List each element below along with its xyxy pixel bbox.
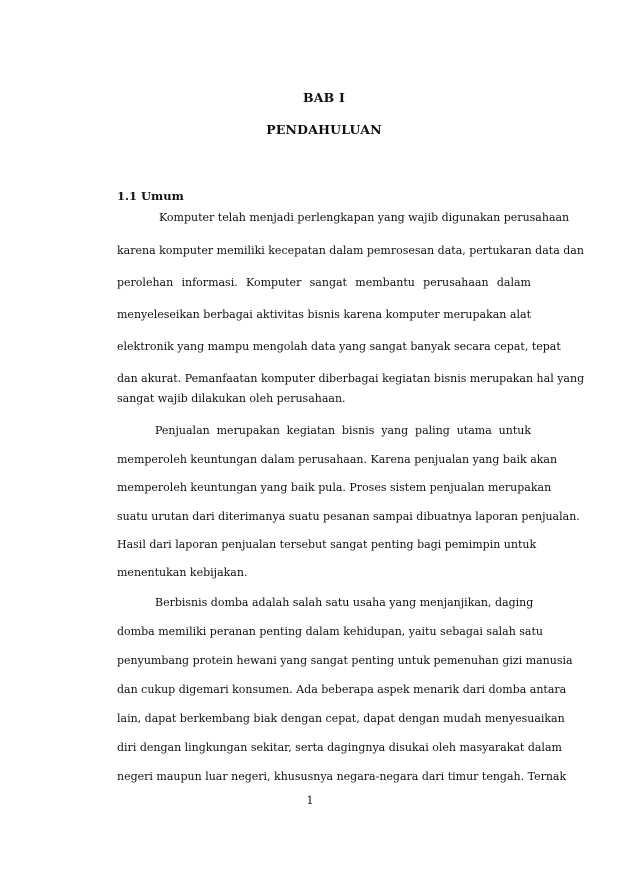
paragraph-line: suatu urutan dari diterimanya suatu pesanan sampai dibuatnya laporan penjualan. <box>117 510 580 523</box>
paragraph-line: memperoleh keuntungan yang baik pula. Proses sistem penjualan merupakan <box>117 481 552 494</box>
paragraph-line: domba memiliki peranan penting dalam kehidupan, yaitu sebagai salah satu <box>117 625 543 638</box>
paragraph-line: elektronik yang mampu mengolah data yang sangat banyak secara cepat, tepat <box>117 340 561 353</box>
paragraph-line: sangat wajib dilakukan oleh perusahaan. <box>117 392 346 405</box>
paragraph-line: Penjualan merupakan kegiatan bisnis yang paling utama untuk <box>155 424 531 437</box>
paragraph-line: Komputer telah menjadi perlengkapan yang wajib digunakan perusahaan <box>159 211 570 224</box>
chapter-number: BAB I <box>302 90 346 105</box>
paragraph-line: karena komputer memiliki kecepatan dalam pemrosesan data, pertukaran data dan <box>117 244 584 257</box>
paragraph-line: menentukan kebijakan. <box>117 566 248 579</box>
paragraph-line: negeri maupun luar negeri, khususnya negara-negara dari timur tengah. Ternak <box>117 770 567 783</box>
paragraph-line: dan akurat. Pemanfaatan komputer diberbagai kegiatan bisnis merupakan hal yang <box>117 372 585 385</box>
paragraph-line: lain, dapat berkembang biak dengan cepat, dapat dengan mudah menyesuaikan <box>117 712 565 725</box>
chapter-title: PENDAHULUAN <box>266 122 382 137</box>
paragraph-line: menyeleseikan berbagai aktivitas bisnis karena komputer merupakan alat <box>117 308 531 321</box>
paragraph-line: penyumbang protein hewani yang sangat penting untuk pemenuhan gizi manusia <box>117 654 573 667</box>
paragraph-line: memperoleh keuntungan dalam perusahaan. Karena penjualan yang baik akan <box>117 453 558 466</box>
paragraph-line: Hasil dari laporan penjualan tersebut sangat penting bagi pemimpin untuk <box>117 538 537 551</box>
paragraph-line: Berbisnis domba adalah salah satu usaha yang menjanjikan, daging <box>155 596 534 609</box>
section-heading: 1.1 Umum <box>117 189 184 203</box>
paragraph-line: dan cukup digemari konsumen. Ada beberapa aspek menarik dari domba antara <box>117 683 567 696</box>
paragraph-line: perolehan informasi. Komputer sangat membantu perusahaan dalam <box>117 276 531 289</box>
page-number: 1 <box>306 794 314 807</box>
paragraph-line: diri dengan lingkungan sekitar, serta dagingnya disukai oleh masyarakat dalam <box>117 741 562 754</box>
